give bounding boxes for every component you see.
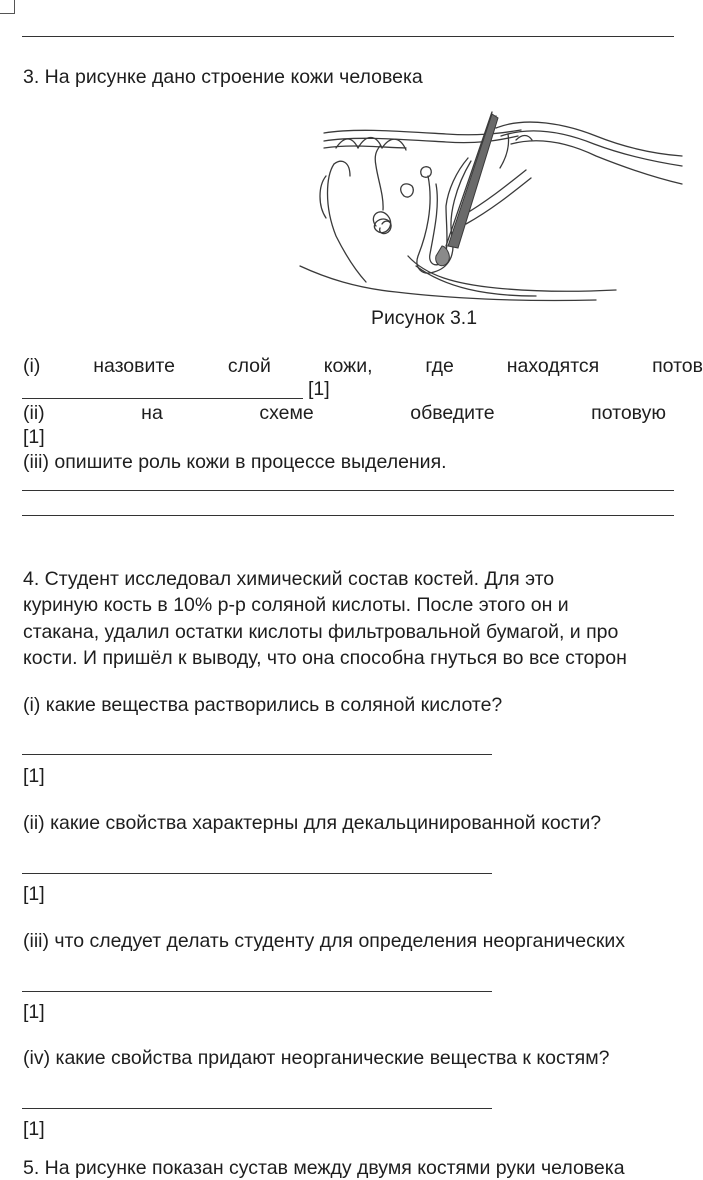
q3-title: 3. На рисунке дано строение кожи человека xyxy=(23,66,423,88)
mark-label: [1] xyxy=(23,883,45,905)
q4-item-ii: (ii) какие свойства характерны для декальцинированной кости? xyxy=(23,812,602,834)
q3-item-iii: (iii) опишите роль кожи в процессе выделения. xyxy=(23,451,447,473)
word: где xyxy=(425,355,454,377)
q4-intro-line: 4. Студент исследовал химический состав костей. Для это xyxy=(23,568,555,590)
q4-item-iii: (iii) что следует делать студенту для определения неорганических xyxy=(23,930,625,952)
answer-line xyxy=(22,754,492,755)
q3-item-i xyxy=(23,355,703,378)
q4-item-i: (i) какие вещества растворились в соляной кислоте? xyxy=(23,694,503,716)
answer-line xyxy=(22,873,492,874)
q4-intro-line: кости. И пришёл к выводу, что она способна гнуться во все сторон xyxy=(23,647,627,669)
word: (i) xyxy=(23,355,41,377)
word: потов xyxy=(652,355,703,377)
q3-item-ii xyxy=(23,402,666,425)
answer-line xyxy=(22,398,303,399)
figure-caption: Рисунок 3.1 xyxy=(371,307,478,329)
answer-line xyxy=(22,515,674,516)
mark-label: [1] xyxy=(23,1118,45,1140)
q5-cut-line: 5. На рисунке показан сустав между двумя костями руки человека xyxy=(23,1157,625,1179)
page-corner-box xyxy=(0,0,15,14)
word: обведите xyxy=(410,402,495,424)
word: слой xyxy=(227,355,271,377)
mark-label: [1] xyxy=(308,378,330,400)
answer-line xyxy=(22,991,492,992)
word: (ii) xyxy=(23,402,45,424)
word: кожи, xyxy=(323,355,373,377)
mark-label: [1] xyxy=(23,1001,45,1023)
word: схеме xyxy=(259,402,314,424)
q4-intro-line: стакана, удалил остатки кислоты фильтровальной бумагой, и про xyxy=(23,621,619,643)
word: находятся xyxy=(506,355,600,377)
q4-intro-line: куриную кость в 10% р-р соляной кислоты. После этого он и xyxy=(23,594,569,616)
answer-line xyxy=(22,490,674,491)
answer-line-top xyxy=(22,36,674,37)
word: назовите xyxy=(93,355,175,377)
skin-structure-figure xyxy=(296,106,682,306)
word: потовую xyxy=(591,402,666,424)
mark-label: [1] xyxy=(23,765,45,787)
answer-line xyxy=(22,1108,492,1109)
word: на xyxy=(141,402,163,424)
q4-item-iv: (iv) какие свойства придают неорганические вещества к костям? xyxy=(23,1047,610,1069)
mark-label: [1] xyxy=(23,426,45,448)
